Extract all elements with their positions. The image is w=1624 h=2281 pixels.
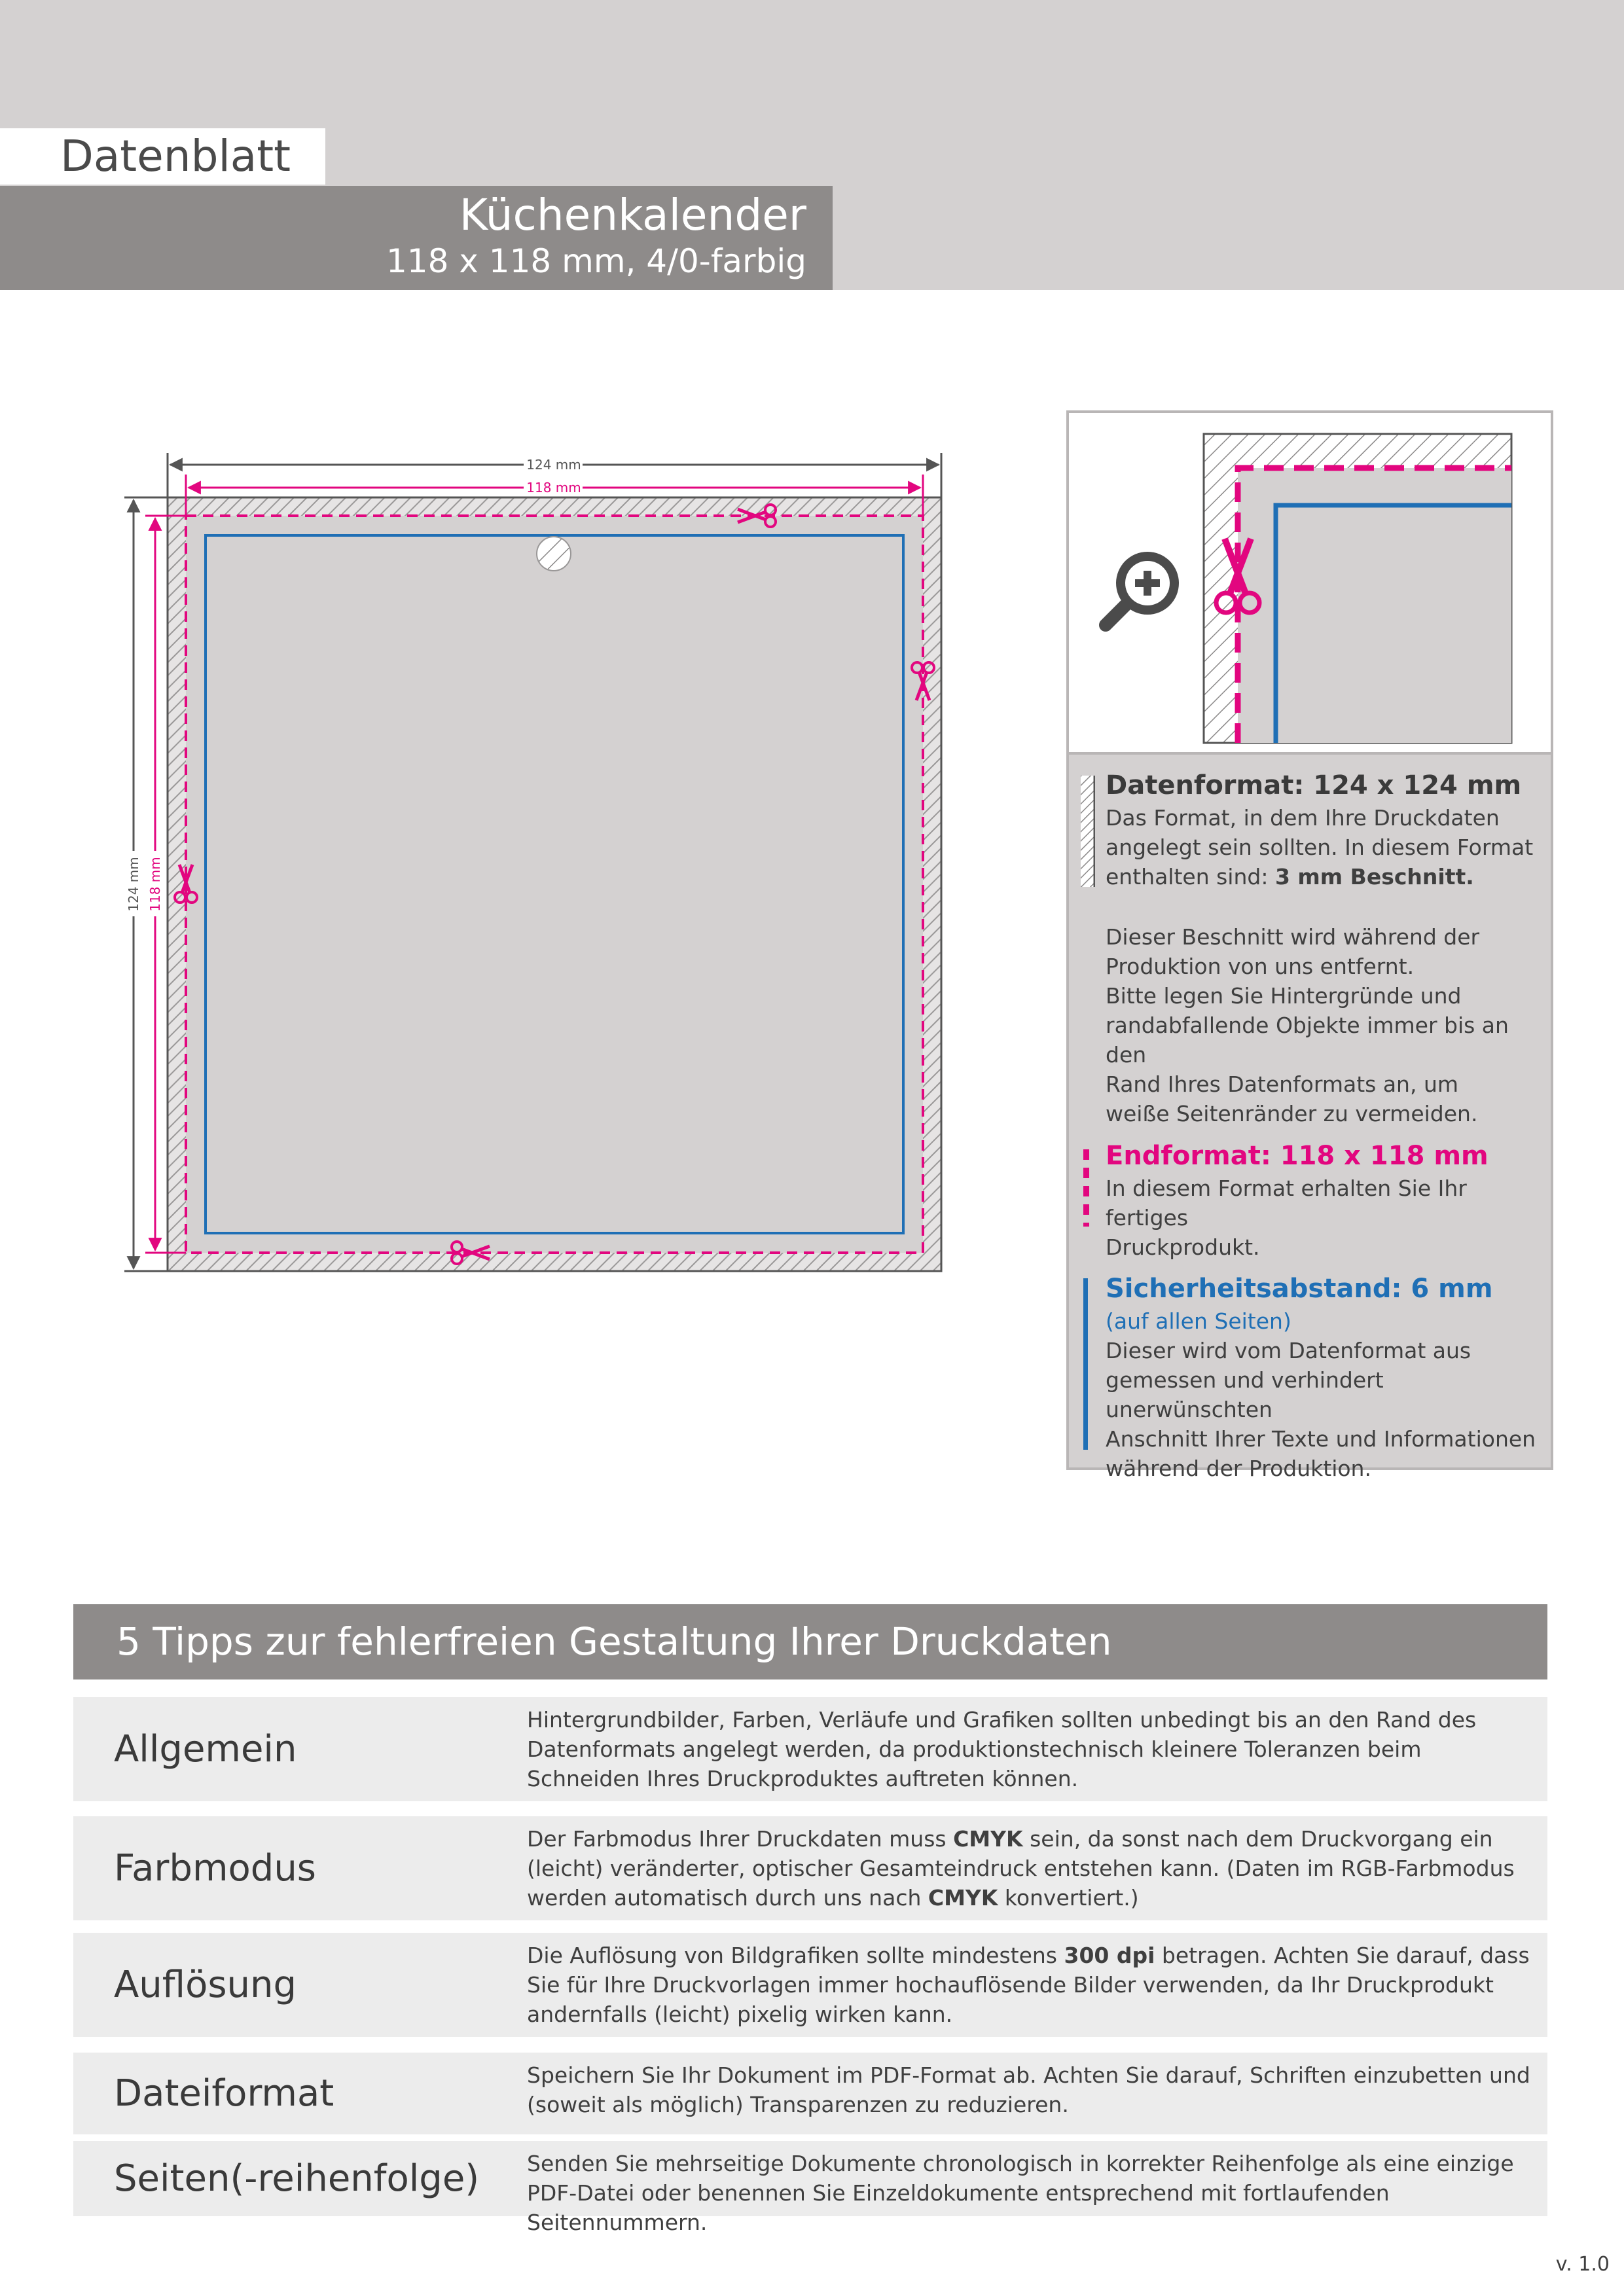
- datenformat-text: Das Format, in dem Ihre Druckdaten angelegt sein sollten. In diesem Format enthalten sind: 3 mm Beschnitt.: [1106, 805, 1534, 889]
- tip-label: Seiten(-reihenfolge): [114, 2157, 480, 2200]
- product-spec: 118 x 118 mm, 4/0-farbig: [386, 242, 806, 280]
- tip-row-aufloesung: [73, 1933, 1547, 2037]
- format-diagram: [0, 0, 982, 1309]
- sicherheit-title: Sicherheitsabstand: 6 mm: [1106, 1274, 1493, 1304]
- tip-text: Hintergrundbilder, Farben, Verläufe und Grafiken sollten unbedingt bis an den Rand des Datenformats angelegt werden, da produktionstechnisch kleinere Toleranzen beim Schneiden Ihres Druckproduktes auftreten können.: [527, 1707, 1477, 1791]
- tips-title: 5 Tipps zur fehlerfreien Gestaltung Ihrer Druckdaten: [117, 1619, 1112, 1664]
- endformat-text: In diesem Format erhalten Sie Ihr fertiges Druckprodukt.: [1106, 1176, 1467, 1260]
- tip-text: Speichern Sie Ihr Dokument im PDF-Format ab. Achten Sie darauf, Schriften einzubetten und (soweit als möglich) Transparenzen zu reduzieren.: [527, 2062, 1530, 2117]
- safety-legend-bar: [1083, 1278, 1088, 1450]
- sicherheit-text: Dieser wird vom Datenformat aus gemessen und verhindert unerwünschten Anschnitt Ihrer Texte und Informationen während der Produktion.: [1106, 1338, 1536, 1481]
- tip-label: Allgemein: [114, 1728, 297, 1770]
- datenformat-title: Datenformat: 124 x 124 mm: [1106, 770, 1522, 800]
- format-legend-panel: [1066, 755, 1553, 1481]
- product-title: Küchenkalender: [459, 190, 806, 240]
- sicherheit-subtitle: (auf allen Seiten): [1106, 1308, 1291, 1334]
- tip-row-allgemein: [73, 1697, 1547, 1801]
- tip-row-seiten: [73, 2141, 1547, 2235]
- dim-outer-v-label: 124 mm: [126, 857, 141, 912]
- tip-row-dateiformat: [73, 2053, 1547, 2134]
- zoom-in-icon: [1106, 552, 1179, 625]
- tip-text: Die Auflösung von Bildgrafiken sollte mindestens 300 dpi betragen. Achten Sie darauf, dass Sie für Ihre Druckvorlagen immer hochauflösende Bilder verwenden, da Ihr Druckprodukt andernfalls (leicht) pixelig wirken kann.: [527, 1943, 1530, 2027]
- tip-label: Dateiformat: [114, 2072, 334, 2115]
- doc-type-label: Datenblatt: [60, 131, 291, 181]
- dim-outer-h-label: 124 mm: [526, 457, 581, 473]
- dim-inner-h-label: 118 mm: [526, 480, 581, 495]
- hanging-hole: [537, 537, 571, 571]
- zoom-detail-panel: [1066, 410, 1553, 755]
- dim-inner-v-label: 118 mm: [147, 857, 163, 912]
- tip-row-farbmodus: [73, 1816, 1547, 1920]
- datenformat-text2: Dieser Beschnitt wird während der Produktion von uns entfernt. Bitte legen Sie Hintergründe und randabfallende Objekte immer bis an den Rand Ihres Datenformats an, um weiße Seitenränder zu vermeiden.: [1106, 924, 1509, 1126]
- hatch-legend-bar: [1081, 776, 1095, 887]
- trim-legend-bar: [1083, 1149, 1089, 1227]
- tip-label: Farbmodus: [114, 1847, 316, 1890]
- trim-area: [186, 516, 923, 1253]
- version-label: v. 1.0: [1555, 2253, 1610, 2276]
- tip-text: Der Farbmodus Ihrer Druckdaten muss CMYK sein, da sonst nach dem Druckvorgang ein (leicht) veränderter, optischer Gesamteindruck entstehen kann. (Daten im RGB-Farbmodus werden automatisch durch uns nach CMYK konvertiert.): [527, 1826, 1515, 1911]
- zoom-detail-diagram: [1069, 413, 1551, 752]
- tip-text: Senden Sie mehrseitige Dokumente chronologisch in korrekter Reihenfolge als eine einzige PDF-Datei oder benennen Sie Einzeldokumente entsprechend mit fortlaufenden Seitennummern.: [527, 2151, 1514, 2235]
- tip-label: Auflösung: [114, 1964, 297, 2006]
- endformat-title: Endformat: 118 x 118 mm: [1106, 1141, 1489, 1171]
